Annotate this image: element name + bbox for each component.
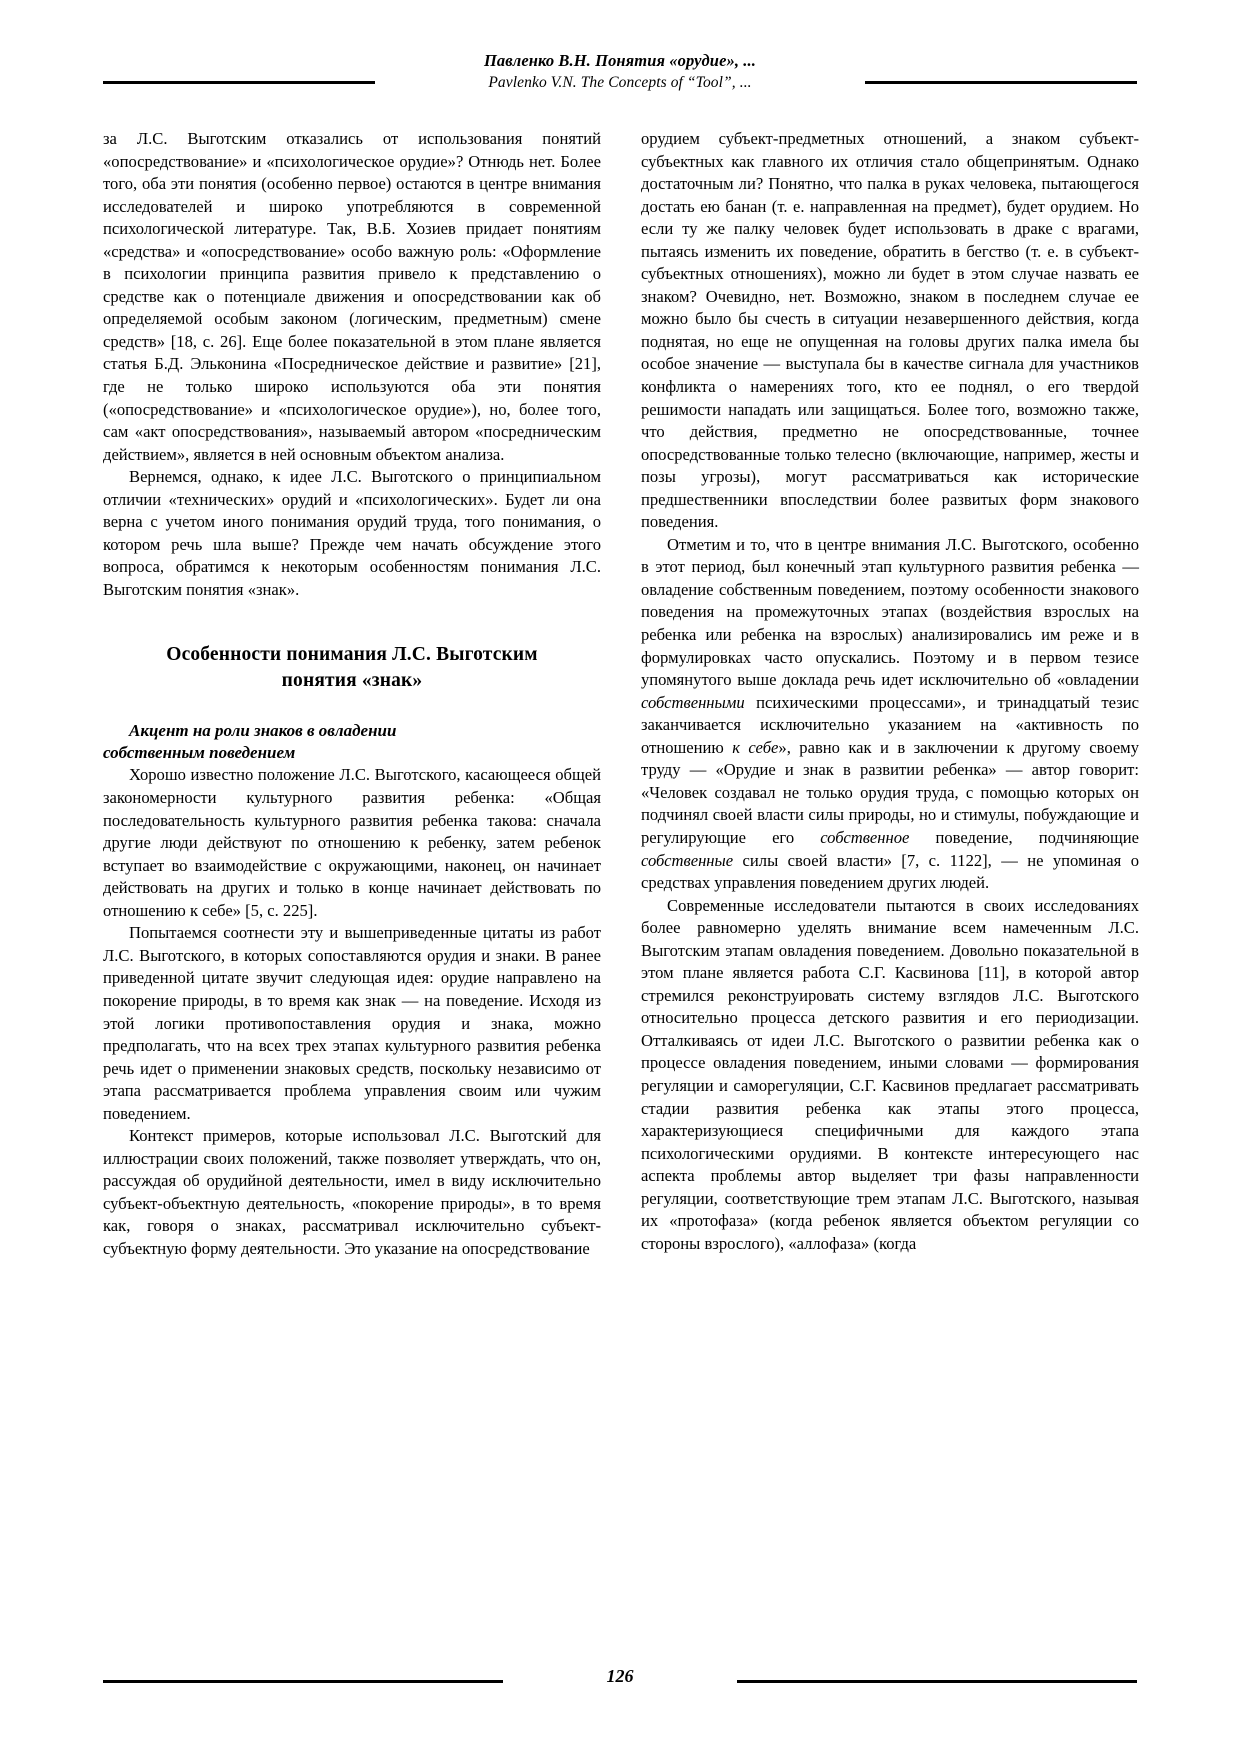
running-head-rule-right bbox=[865, 81, 1137, 84]
paragraph: Попытаемся соотнести эту и вышеприведенные цитаты из работ Л.С. Выготского, в которых сопоставляются орудия и знаки. В ранее приведенной цитате звучит следующая идея: орудие направлено на покорение природы, в то время как знак — на поведение. Исходя из этой логики противопоставления орудия и знака, можно предполагать, что на всех трех этапах культурного развития ребенка речь идет о применении знаковых средств, поскольку независимо от этапа рассматривается проблема управления своим или чужим поведением. bbox=[103, 923, 601, 1123]
paragraph: орудием субъект-предметных отношений, а знаком субъект-субъектных как главного их отличия стало общепринятым. Однако достаточным ли? Понятно, что палка в руках человека, пытающегося достать ею банан (т. е. направленная на предмет), будет орудием. Но если ту же палку человек будет использовать в драке с врагами, пытаясь изменить их поведение, обратить в бегство (т. е. в субъект-субъектных отношениях), можно ли будет в этом случае назвать ее знаком? Очевидно, нет. Возможно, знаком в последнем случае ее можно было бы счесть в ситуации незавершенного действия, когда поднятая, но еще не опущенная на головы других палка имела бы особое значение — выступала бы в качестве сигнала для участников конфликта о намерениях того, кто ее поднял, о его твердой решимости нападать или защищаться. Более того, возможно также, что действия, предметно не опосредствованные, точнее опосредствованные только телесно (включающие, например, жесты и позы угрозы), могут рассматриваться как исторические предшественники впоследствии более развитых форм знакового поведения. bbox=[641, 129, 1139, 532]
paragraph: Вернемся, однако, к идее Л.С. Выготского о принципиальном отличии «технических» орудий и «психологических». Будет ли она верна с учетом иного понимания орудий труда, того понимания, о котором речь шла выше? Прежде чем начать обсуждение этого вопроса, обратимся к некоторым особенностям понимания Л.С. Выготским понятия «знак». bbox=[103, 467, 601, 599]
running-head-title-en: Pavlenko V.N. The Concepts of “Tool”, ... bbox=[488, 74, 752, 92]
emphasis-sobstvennye: собственные bbox=[641, 850, 734, 870]
emphasis-sobstvennymi: собственными bbox=[641, 692, 745, 712]
running-head-rule-left bbox=[103, 81, 375, 84]
two-column-body bbox=[103, 128, 1139, 1468]
text-run: поведение, подчиняющие bbox=[909, 827, 1139, 847]
text-run: психическими процессами», и тринадцатый тезис заканчивается исключительно указанием на «активность по отношению bbox=[641, 692, 1139, 757]
text-run: силы своей власти» [7, с. 1122], — не упоминая о средствах управления поведением других людей. bbox=[641, 850, 1139, 893]
emphasis-sobstvennoe: собственное bbox=[820, 827, 910, 847]
running-head-text bbox=[393, 50, 847, 93]
right-column bbox=[641, 128, 1139, 1468]
section-heading bbox=[103, 642, 601, 694]
sub-heading bbox=[103, 720, 601, 764]
emphasis-k-sebe: к себе bbox=[732, 737, 779, 757]
paragraph: за Л.С. Выготским отказались от использования понятий «опосредствование» и «психологическое орудие»? Отнюдь нет. Более того, оба эти понятия (особенно первое) остаются в центре внимания исследователей и широко употребляются в современной психологической литературе. Так, В.Б. Хозиев придает понятиям «средства» и «опосредствование» особо важную роль: «Оформление в психологии принципа развития привело к представлению о средстве как о потенциале движения и опосредствовании как об определяемой особым законом (логическим, предметным) смене средств» [18, с. 26]. Еще более показательной в этом плане является статья Б.Д. Эльконина «Посредническое действие и развитие» [21], где не только широко используются оба эти понятия («опосредствование» и «психологическое орудие»), но, более того, сам «акт опосредствования», называемый автором «посредническим действием», является в ней основным объектом анализа. bbox=[103, 129, 601, 464]
section-heading-line-1: Особенности понимания Л.С. Выготским bbox=[166, 644, 538, 666]
sub-heading-line-2: собственным поведением bbox=[103, 743, 296, 763]
page-footer bbox=[103, 1666, 1137, 1696]
section-heading-line-2: понятия «знак» bbox=[281, 670, 423, 692]
paragraph-with-emphasis bbox=[641, 534, 1139, 895]
paragraph: Хорошо известно положение Л.С. Выготского, касающееся общей закономерности культурного развития ребенка: «Общая последовательность культурного развития ребенка такова: сначала другие люди действуют по отношению к ребенку, затем ребенок вступает во взаимодействие с окружающими, наконец, он начинает действовать на других и только в конце начинает действовать по отношению к себе» [5, с. 225]. bbox=[103, 765, 601, 920]
page-number: 126 bbox=[606, 1666, 634, 1686]
sub-heading-line-1: Акцент на роли знаков в овладении bbox=[129, 721, 397, 741]
paragraph: Контекст примеров, которые использовал Л.С. Выготский для иллюстрации своих положений, также позволяет утверждать, что он, рассуждая об орудийной деятельности, имел в виду исключительно субъект-объектную деятельность, «покорение природы», в то время как, говоря о знаках, рассматривал исключительно субъект-субъектную форму деятельности. Это указание на опосредствование bbox=[103, 1126, 601, 1258]
left-column bbox=[103, 128, 601, 1468]
text-run: », равно как и в заключении к другому своему труду — «Орудие и знак в развитии ребенка» — автор говорит: «Человек создавал не только орудия труда, с помощью которых он подчинял своей власти силы природы, но и стимулы, побуждающие и регулирующие его bbox=[641, 737, 1139, 847]
paragraph: Современные исследователи пытаются в своих исследованиях более равномерно уделять внимание всем намеченным Л.С. Выготским этапам овладения поведением. Довольно показательной в этом плане является работа С.Г. Касвинова [11], в которой автор стремился реконструировать систему взглядов Л.С. Выготского относительно процесса детского развития и его периодизации. Отталкиваясь от идеи Л.С. Выготского о развитии ребенка как о процессе овладения поведением, иными словами — формирования регуляции и саморегуляции, С.Г. Касвинов предлагает рассматривать стадии развития ребенка как этапы этого процесса, характеризующиеся специфичными для каждого этапа психологическими орудиями. В контексте интересующего нас аспекта проблемы автор выделяет три фазы направленности регуляции, соответствующие трем этапам Л.С. Выготского, называя их «протофаза» (когда ребенок является объектом регуляции со стороны взрослого), «аллофаза» (когда bbox=[641, 895, 1139, 1253]
running-head bbox=[103, 51, 1137, 106]
text-run: Отметим и то, что в центре внимания Л.С. Выготского, особенно в этот период, был конечный этап культурного развития ребенка — овладение собственным поведением, поэтому особенности знакового поведения на промежуточных этапах (воздействия взрослых на ребенка или ребенка на взрослых) анализировались им реже и в формулировках часто опускались. Поэтому и в первом тезисе упомянутого выше доклада речь идет исключительно об «овладении bbox=[641, 534, 1139, 690]
running-head-title-ru: Павленко В.Н. Понятия «орудие», ... bbox=[484, 51, 756, 70]
